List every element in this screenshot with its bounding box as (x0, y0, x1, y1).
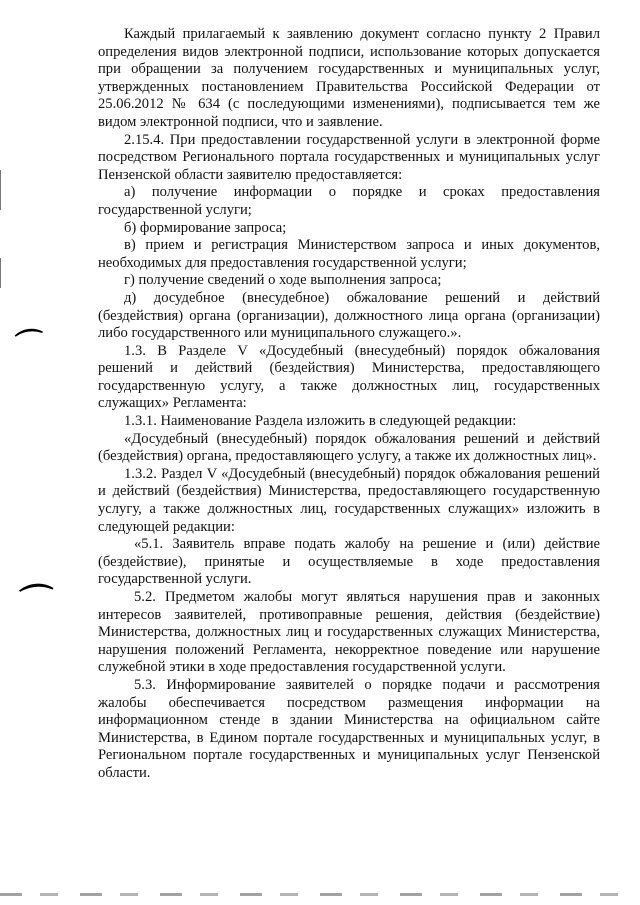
list-item-b: б) формирование запроса; (124, 219, 287, 236)
paragraph-1-3-2: 1.3.2. Раздел V «Досудебный (внесудебный) порядок обжалования решений и действий (бездействия) Министерства, предоставляющего государственную услугу, а также должностных лиц, государственных служащих» изложить в следующей редакции: (98, 465, 600, 535)
scan-bottom-strip (0, 893, 640, 896)
scan-artifact-mark: ⌒ (14, 325, 47, 362)
document-page (98, 26, 600, 783)
scan-edge-line (0, 170, 1, 210)
paragraph-1-3-1: 1.3.1. Наименование Раздела изложить в следующей редакции: (124, 413, 517, 430)
paragraph-5-1: «5.1. Заявитель вправе подать жалобу на решение и (или) действие (бездействие), принятые и осуществляемые в ходе предоставления государственной услуги. (98, 536, 600, 588)
list-item-g: г) получение сведений о ходе выполнения запроса; (124, 272, 442, 289)
list-item-a: а) получение информации о порядке и сроках предоставления государственной услуги; (98, 184, 600, 218)
section-title-quote: «Досудебный (внесудебный) порядок обжалования решений и действий (бездействия) органа, предоставляющего услугу, а также их должностных лиц». (98, 430, 600, 465)
list-item-d: д) досудебное (внесудебное) обжалование решений и действий (бездействия) органа (организации), должностного лица органа (организации) либо государственного или муниципального служащего.». (98, 289, 600, 342)
scan-edge-line (0, 258, 1, 288)
paragraph-1-3: 1.3. В Разделе V «Досудебный (внесудебный) порядок обжалования решений и действий (бездействия) Министерства, предоставляющего государственную услугу, а также должностных лиц, государственных служащих» Регламента: (98, 342, 600, 412)
paragraph-5-3: 5.3. Информирование заявителей о порядке подачи и рассмотрения жалобы обеспечивается посредством размещения информации на информационном стенде в здании Министерства на официальном сайте Министерства, в Едином портале государственных и муниципальных услуг, в Региональном портале государственных и муниципальных услуг Пензенской области. (98, 676, 600, 781)
paragraph-5-2: 5.2. Предметом жалобы могут являться нарушения прав и законных интересов заявителей, противоправные решения, действия (бездействие) Министерства, должностных лиц и государственных служащих Министерства, нарушения положений Регламента, некорректное поведение или нарушение служебной этики в ходе предоставления государственной услуги. (98, 589, 600, 676)
paragraph-2-15-4: 2.15.4. При предоставлении государственной услуги в электронной форме посредством Регионального портала государственных и муниципальных услуг Пензенской области заявителю предоставляется: (98, 131, 600, 183)
list-item-v: в) прием и регистрация Министерством запроса и иных документов, необходимых для предоставления государственной услуги; (98, 237, 600, 271)
scan-artifact-mark: ⌒ (18, 580, 56, 624)
paragraph-signature-rule: Каждый прилагаемый к заявлению документ согласно пункту 2 Правил определения видов электронной подписи, использование которых допускается при обращении за получением государственных и муниципальных услуг, утвержденных постановлением Правительства Российской Федерации от 25.06.2012 № 634 (с последующими изменениями), подписывается тем же видом электронной подписи, что и заявление. (98, 26, 600, 130)
